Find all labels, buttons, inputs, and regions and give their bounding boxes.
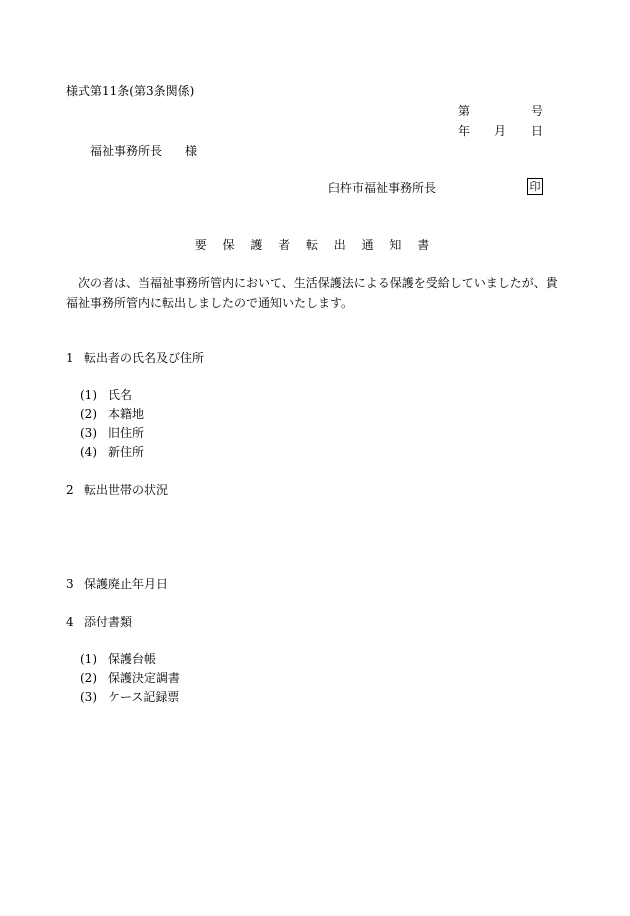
date-month-label: 月 [494, 124, 507, 138]
section-3-heading [66, 576, 168, 592]
section-1-heading [66, 350, 204, 366]
item-number: (1) [80, 652, 97, 666]
section-number: 2 [66, 483, 74, 497]
section-1-item [80, 425, 144, 441]
section-label: 転出世帯の状況 [84, 483, 169, 497]
section-4-item [80, 689, 179, 705]
date-day-label: 日 [531, 124, 544, 138]
item-label: 旧住所 [108, 426, 145, 440]
sender-name: 臼杵市福祉事務所長 [328, 181, 437, 195]
section-number: 4 [66, 615, 74, 629]
date-year-label: 年 [458, 124, 471, 138]
section-label: 転出者の氏名及び住所 [84, 351, 205, 365]
item-label: 新住所 [108, 445, 145, 459]
seal-stamp: 印 [527, 178, 543, 195]
item-label: 保護決定調書 [108, 671, 181, 685]
section-4-item [80, 651, 156, 667]
item-number: (4) [80, 445, 97, 459]
section-1-item [80, 387, 132, 403]
section-4-item [80, 670, 180, 686]
body-paragraph: 次の者は、当福祉事務所管内において、生活保護法による保護を受給していましたが、貴福祉事務所管内に転出しましたので通知いたします。 [66, 276, 558, 310]
item-number: (3) [80, 690, 97, 704]
item-label: ケース記録票 [108, 690, 180, 704]
document-title: 要 保 護 者 転 出 通 知 書 [194, 238, 436, 252]
section-2-heading [66, 482, 168, 498]
form-number: 様式第11条(第3条関係) [66, 84, 195, 98]
section-label: 保護廃止年月日 [84, 577, 169, 591]
item-number: (2) [80, 671, 97, 685]
section-label: 添付書類 [84, 615, 133, 629]
item-number: (1) [80, 388, 97, 402]
item-number: (2) [80, 407, 97, 421]
addressee-title: 福祉事務所長 [90, 144, 163, 158]
item-number: (3) [80, 426, 97, 440]
item-label: 保護台帳 [108, 652, 157, 666]
item-label: 本籍地 [108, 407, 145, 421]
addressee-honorific: 様 [185, 144, 198, 158]
section-1-item [80, 444, 144, 460]
section-number: 1 [66, 351, 74, 365]
doc-number-suffix: 号 [531, 104, 544, 118]
section-1-item [80, 406, 144, 422]
doc-number-label: 第 [458, 104, 471, 118]
section-number: 3 [66, 577, 74, 591]
item-label: 氏名 [108, 388, 133, 402]
section-4-heading [66, 614, 132, 630]
